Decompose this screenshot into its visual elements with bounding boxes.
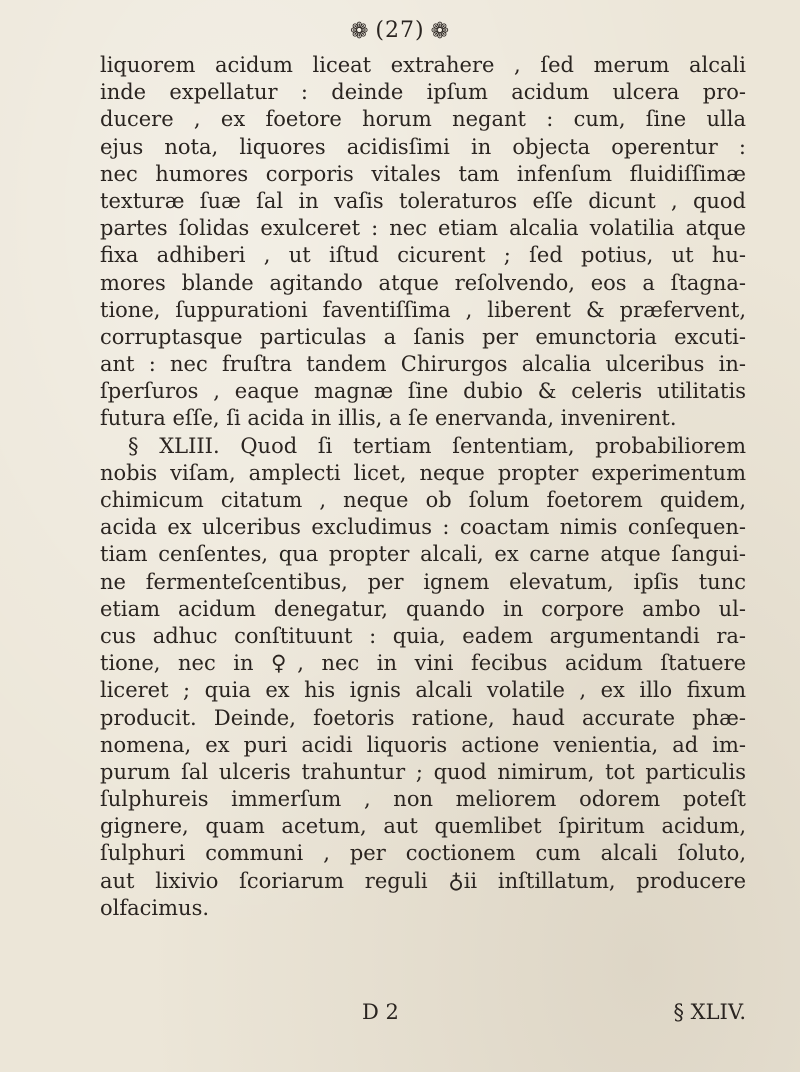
text-line: ſperſuros , eaque magnæ ſine dubio & celeris utilitatis: [100, 379, 746, 404]
text-line: ne fermenteſcentibus, per ignem elevatum, ipſis tunc: [100, 569, 746, 594]
text-line: corruptasque particulas a ſanis per emunctoria excuti-: [100, 324, 746, 349]
text-line: nomena, ex puri acidi liquoris actione venientia, ad im-: [100, 732, 746, 757]
text-line: ducere , ex foetore horum negant : cum, ſine ulla: [100, 107, 746, 132]
text-line: nec humores corporis vitales tam infenſum fluidiſſimæ: [100, 161, 746, 186]
text-line: ſulphuri communi , per coctionem cum alcali ſoluto,: [100, 841, 746, 866]
text-line: olfacimus.: [100, 895, 210, 920]
text-line: ant : nec fruſtra tandem Chirurgos alcalia ulceribus in-: [100, 352, 746, 377]
text-line: aut lixivio ſcoriarum reguli ♁ii inſtillatum, producere: [100, 868, 746, 893]
body-text: [100, 52, 746, 922]
text-line: texturæ ſuæ ſal in vaſis toleraturos eſſe dicunt , quod: [100, 188, 746, 213]
page-footer: [100, 1000, 746, 1028]
ornament-left-icon: ❁: [349, 18, 370, 44]
text-line: ejus nota, liquores acidisſimi in objecta operentur :: [100, 134, 746, 159]
text-line: futura eſſe, ſi acida in illis, a ſe enervanda, invenirent.: [100, 406, 677, 431]
ornament-right-icon: ❁: [430, 18, 451, 44]
catchword: § XLIV.: [673, 1000, 746, 1024]
text-line: tione, nec in ♀, nec in vini fecibus acidum ſtatuere: [100, 651, 746, 676]
text-line: inde expellatur : deinde ipſum acidum ulcera pro-: [100, 80, 746, 105]
text-line: cus adhuc conſtituunt : quia, eadem argumentandi ra-: [100, 623, 746, 648]
text-line: gignere, quam acetum, aut quemlibet ſpiritum acidum,: [100, 814, 746, 839]
text-line: ſulphureis immerſum , non meliorem odorem poteſt: [100, 787, 746, 812]
page-number: (27): [375, 18, 425, 43]
text-line: tiam cenſentes, qua propter alcali, ex carne atque ſangui-: [100, 542, 746, 567]
text-line: etiam acidum denegatur, quando in corpore ambo ul-: [100, 596, 746, 621]
page-header: [0, 18, 800, 44]
text-line: nobis viſam, amplecti licet, neque propter experimentum: [100, 460, 746, 485]
text-line: fixa adhiberi , ut iſtud cicurent ; ſed potius, ut hu-: [100, 243, 746, 268]
text-line: producit. Deinde, foetoris ratione, haud accurate phæ-: [100, 705, 746, 730]
text-line: liquorem acidum liceat extrahere , ſed merum alcali: [100, 53, 746, 77]
text-line: partes ſolidas exulceret : nec etiam alcalia volatilia atque: [100, 216, 746, 241]
signature-mark: D 2: [362, 1000, 399, 1024]
text-line: acida ex ulceribus excludimus : coactam nimis conſequen-: [100, 515, 746, 540]
text-line: chimicum citatum , neque ob ſolum foetorem quidem,: [100, 488, 746, 512]
text-line: mores blande agitando atque reſolvendo, eos a ſtagna-: [100, 270, 746, 295]
text-line: purum ſal ulceris trahuntur ; quod nimirum, tot particulis: [100, 759, 746, 784]
text-line: § XLIII. Quod ſi tertiam ſententiam, probabiliorem: [128, 433, 746, 458]
text-line: tione, ſuppurationi faventiſſima , liberent & præfervent,: [100, 297, 746, 322]
text-line: liceret ; quia ex his ignis alcali volatile , ex illo fixum: [100, 678, 746, 703]
